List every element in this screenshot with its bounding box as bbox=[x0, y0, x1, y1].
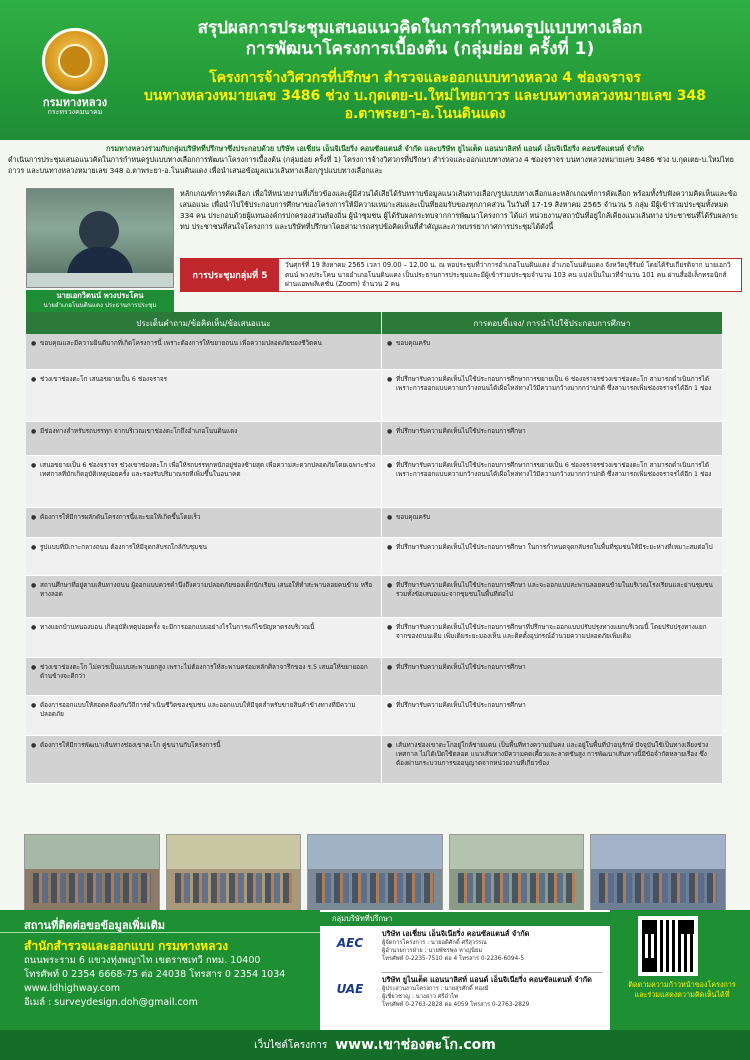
aec-logo-icon: AEC bbox=[336, 936, 364, 950]
consultant-header: กลุ่มบริษัทที่ปรึกษา bbox=[320, 912, 610, 926]
project-subtitle-line3: อ.ตาพระยา-อ.โนนดินแดง bbox=[344, 106, 506, 122]
meeting-info-box bbox=[180, 258, 742, 292]
meeting-photos-strip bbox=[24, 834, 726, 912]
consultant1-details: ผู้จัดการโครงการ : นายอดิศักดิ์ ศรีสุวรรณ ผู้อำนวยการฝ่าย : นายพัชรพล หาญนิยม โทรศัพท์ 0-2235-7510 ต่อ 4 โทรสาร 0-2236-6094-5 bbox=[382, 940, 525, 962]
intro-paragraph-cont: หลักเกณฑ์การคัดเลือก เพื่อให้หน่วยงานที่เกี่ยวข้องและผู้มีส่วนได้เสียได้รับทราบข้อมูลแนวเส้นทางเลือก/รูปแบบทางเลือกและหลักเกณฑ์การคัดเลือก พร้อมทั้งรับฟังความคิดเห็นและข้อเสนอแนะ เพื่อนำไปใช้ประกอบการศึกษาของโครงการให้มีความเหมาะสมและเป็นที่ยอมรับของทุกภาคส่วน ในวันที่ 17-19 สิงหาคม 2565 จำนวน 5 กลุ่ม มีผู้เข้าร่วมประชุมทั้งหมด 334 คน ประกอบด้วยผู้แทนองค์กรปกครองส่วนท้องถิ่น ผู้นำชุมชน ผู้ได้รับผลกระทบจากการพัฒนาโครงการ ได้แก่ หน่วยงาน/สถาบันที่อยู่ใกล้เคียงแนวเส้นทาง ประชาชนที่ได้รับผลกระทบ ประชาชนที่สนใจโครงการ และบริษัทที่ปรึกษาโดยสามารถสรุปข้อคิดเห็นที่สำคัญและภาพบรรยากาศการประชุมได้ดังนี้ bbox=[180, 189, 739, 231]
table-row bbox=[26, 508, 722, 538]
answer-cell: ● ที่ปรึกษารับความคิดเห็นไปใช้ประกอบการศึกษา และจะออกแบบสะพานลอยคนข้ามในบริเวณโรงเรียนและย่านชุมชน รวมทั้งข้อเสนอแนะจากชุมชนในพื้นที่ต่อไป bbox=[382, 576, 722, 617]
logo-ministry: กระทรวงคมนาคม bbox=[47, 108, 103, 117]
comments-table bbox=[26, 312, 722, 784]
answer-cell: ● ที่ปรึกษารับความคิดเห็นไปใช้ประกอบการศึกษาการขยายเป็น 6 ช่องจราจรช่วงเขาช่องตะโก สามารถดำเนินการได้ เพราะการออกแบบความกว้างถนนได้เผื่อไหล่ทางไว้มีความกว้างมากกว่าปกติ ซึ่งสามารถเพิ่มช่องจราจรได้อีก 1 ช่อง bbox=[382, 456, 722, 507]
answer-cell: ● เส้นทางช่องเขาตะโกอยู่ใกล้ชายแดน เป็นพื้นที่ทางความมั่นคง และอยู่ในพื้นที่ป่าอนุรักษ์ ปัจจุบันใช้เป็นทางเลี่ยงช่วงเทศกาล ไม่ได้เปิดใช้ตลอด แนวเส้นทางมีความคดเคี้ยวและลาดชันสูง การพัฒนาเส้นทางนี้มีข้อจำกัดหลายเรื่อง ซึ่งต้องผ่านกระบวนการขออนุญาตจากหน่วยงานที่เกี่ยวข้อง bbox=[382, 736, 722, 783]
photo-caption bbox=[26, 290, 174, 312]
meeting-photo bbox=[166, 834, 302, 912]
contact-phone: โทรศัพท์ 0 2354 6668-75 ต่อ 24038 โทรสาร 0 2354 1034 bbox=[24, 969, 286, 980]
answer-cell: ● ที่ปรึกษารับความคิดเห็นไปใช้ประกอบการศึกษา bbox=[382, 658, 722, 695]
consultant2-details: ผู้ประสานงานโครงการ : นายสุรศักดิ์ ทองมี ผู้เชี่ยวชาญ : นางสาว ศรีอำไพ โทรศัพท์ 0-2763-2828 ต่อ 4059 โทรสาร 0-2763-2829 bbox=[382, 986, 530, 1008]
table-row bbox=[26, 736, 722, 784]
header-questions: ประเด็นคำถาม/ข้อคิดเห็น/ข้อเสนอแนะ bbox=[26, 312, 382, 334]
caption-position: นายอำเภอโนนดินแดง ประธานการประชุม bbox=[43, 302, 157, 309]
answer-cell: ● ขอบคุณครับ bbox=[382, 334, 722, 369]
intro-paragraph: ดำเนินการประชุมเสนอแนวคิดในการกำหนดรูปแบบทางเลือกการพัฒนาโครงการเบื้องต้น (กลุ่มย่อย ครั้งที่ 1) โครงการจ้างวิศวกรที่ปรึกษา สำรวจและออกแบบทางหลวง 4 ช่องจราจร บนทางหลวงหมายเลข 3486 ช่วง บ.กุดเตย-บ.ใหม่ไทยถาวร และบนทางหลวงหมายเลข 348 อ.ตาพระยา-อ.โนนดินแดง เพื่อนำเสนอข้อมูลแนวเส้นทางเลือก/รูปแบบทางเลือกและ bbox=[8, 155, 734, 175]
contact-address: ถนนพระราม 6 แขวงทุ่งพญาไท เขตราชเทวี กทม. 10400 bbox=[24, 955, 261, 966]
question-cell: ● เสนอขยายเป็น 6 ช่องจราจร ช่วงเขาช่องตะโก เพื่อให้รถบรรทุกหนักอยู่ช่องซ้ายสุด เพื่อความสะดวกปลอดภัยโดยเฉพาะช่วงเทศกาลที่มักเกิดอุบัติเหตุบ่อยครั้ง และรองรับปริมาณรถที่เพิ่มขึ้นในอนาคต bbox=[26, 456, 382, 507]
header-answers: การตอบชี้แจง/ การนำไปใช้ประกอบการศึกษา bbox=[473, 318, 631, 328]
question-cell: ● มีช่องทางสำหรับรถบรรทุก จากบริเวณเขาช่องตะโกถึงอำเภอโนนดินแดง bbox=[26, 422, 382, 455]
meeting-photo bbox=[590, 834, 726, 912]
answer-cell: ● ที่ปรึกษารับความคิดเห็นไปใช้ประกอบการศึกษา ในการกำหนดจุดกลับรถในพื้นที่ชุมชนให้มีระยะห่างที่เหมาะสมต่อไป bbox=[382, 538, 722, 575]
answer-cell: ● ขอบคุณครับ bbox=[382, 508, 722, 537]
header-banner bbox=[0, 0, 750, 140]
project-website-link[interactable]: www.เขาช่องตะโก.com bbox=[335, 1037, 496, 1053]
website-bar bbox=[0, 1030, 750, 1060]
consultant1-name: บริษัท เอเชี่ยน เอ็นจิเนียริ่ง คอนซัลแตนส์ จำกัด bbox=[382, 929, 530, 938]
meeting-photo bbox=[24, 834, 160, 912]
consultant2-name: บริษัท ยูไนเต็ด แอนนาลิสท์ แอนด์ เอ็นจิเนียริ่ง คอนซัลแตนท์ จำกัด bbox=[382, 975, 592, 984]
uae-logo-icon: UAE bbox=[336, 982, 364, 996]
website-label: เว็บไซต์โครงการ bbox=[254, 1039, 328, 1051]
table-row bbox=[26, 456, 722, 508]
caption-name: นายเอกวิตนน์ พวงประโคน bbox=[56, 291, 144, 300]
table-row bbox=[26, 422, 722, 456]
consultant-panel bbox=[320, 910, 610, 1030]
question-cell: ● ต้องการออกแบบให้สอดคล้องกับวิถีการดำเนินชีวิตของชุมชน และออกแบบให้มีจุดสำหรับขายสินค้าข้างทางที่มีความปลอดภัย bbox=[26, 696, 382, 735]
table-row bbox=[26, 576, 722, 618]
logo-org-name: กรมทางหลวง bbox=[42, 96, 108, 109]
table-row bbox=[26, 696, 722, 736]
table-row bbox=[26, 658, 722, 696]
contact-org: สำนักสำรวจและออกแบบ กรมทางหลวง bbox=[24, 939, 229, 953]
table-row bbox=[26, 618, 722, 658]
intro-consultants: กรมทางหลวงร่วมกับกลุ่มบริษัทที่ปรึกษาซึ่งประกอบด้วย บริษัท เอเชี่ยน เอ็นจิเนียริ่ง คอนซัลแตนส์ จำกัด และบริษัท ยูไนเต็ด แอนนาลิสท์ แอนด์ เอ็นจิเนียริ่ง คอนซัลแตนท์ จำกัด bbox=[106, 144, 644, 153]
chairman-photo bbox=[26, 188, 174, 288]
question-cell: ● ขอบคุณและมีความยินดีมากที่เกิดโครงการนี้ เพราะต้องการให้ขยายถนน เพื่อความปลอดภัยของชีวิตคน bbox=[26, 334, 382, 369]
qr-caption-line1: ติดตามความก้าวหน้าของโครงการ bbox=[628, 980, 736, 989]
contact-website-link[interactable]: www.ldhighway.com bbox=[24, 983, 121, 994]
table-row bbox=[26, 538, 722, 576]
question-cell: ● สถานศึกษาที่อยู่ตามเส้นทางถนน ผู้ออกแบบควรคำนึงถึงความปลอดภัยของเด็กนักเรียน เสนอให้ทำสะพานลอยคนข้าม หรือทางลอด bbox=[26, 576, 382, 617]
question-cell: ● ช่วงเขาช่องตะโก เสนอขยายเป็น 6 ช่องจราจร bbox=[26, 370, 382, 421]
meeting-photo bbox=[307, 834, 443, 912]
table-header bbox=[26, 312, 722, 334]
project-subtitle-line1: โครงการจ้างวิศวกรที่ปรึกษา สำรวจและออกแบบทางหลวง 4 ช่องจราจร bbox=[209, 70, 641, 86]
footer bbox=[0, 910, 750, 1030]
page-title-line1: สรุปผลการประชุมเสนอแนวคิดในการกำหนดรูปแบบทางเลือก bbox=[197, 18, 643, 38]
main-content bbox=[0, 140, 750, 910]
meeting-photo bbox=[449, 834, 585, 912]
meeting-group-label: การประชุมกลุ่มที่ 5 bbox=[181, 259, 279, 291]
contact-email: อีเมล์ : surveydesign.doh@gmail.com bbox=[24, 997, 198, 1008]
meeting-details: วันศุกร์ที่ 19 สิงหาคม 2565 เวลา 09.00 – 12.00 น. ณ หอประชุมที่ว่าการอำเภอโนนดินแดง อำเภอโนนดินแดง จังหวัดบุรีรัมย์ โดยได้รับเกียรติจาก นายเอกวิตนน์ พวงประโคน นายอำเภอโนนดินแดง เป็นประธานการประชุมและมีผู้เข้าร่วมประชุมจำนวน 103 คน แบ่งเป็นในเวทีจำนวน 101 คน ผ่านสื่ออิเล็กทรอนิกส์ผ่านแอพพลิเคชั่น (Zoom) จำนวน 2 คน bbox=[285, 261, 731, 289]
question-cell: ● ช่วงเขาช่องตะโก ไม่ควรเป็นแบบสะพานยกสูง เพราะไม่ต้องการให้สะพานคร่อมหลักศิลาจารึกของ ร.5 เสนอให้ขยายออกด้านข้างจะดีกว่า bbox=[26, 658, 382, 695]
answer-cell: ● ที่ปรึกษารับความคิดเห็นไปใช้ประกอบการศึกษา bbox=[382, 422, 722, 455]
project-subtitle-line2: บนทางหลวงหมายเลข 3486 ช่วง บ.กุดเตย-บ.ใหม่ไทยถาวร และบนทางหลวงหมายเลข 348 bbox=[144, 88, 706, 104]
question-cell: ● ต้องการให้มีการพัฒนาเส้นทางช่องเขาตะโก คู่ขนานกับโครงการนี้ bbox=[26, 736, 382, 783]
page-title-line2: การพัฒนาโครงการเบื้องต้น (กลุ่มย่อย ครั้งที่ 1) bbox=[245, 39, 595, 59]
contact-title: สถานที่ติดต่อขอข้อมูลเพิ่มเติม bbox=[24, 919, 166, 932]
doh-logo bbox=[34, 28, 116, 128]
answer-cell: ● ที่ปรึกษารับความคิดเห็นไปใช้ประกอบการศึกษาการขยายเป็น 6 ช่องจราจรช่วงเขาช่องตะโก สามารถดำเนินการได้ เพราะการออกแบบความกว้างถนนได้เผื่อไหล่ทางไว้มีความกว้างมากกว่าปกติ ซึ่งสามารถเพิ่มช่องจราจรได้อีก 1 ช่อง bbox=[382, 370, 722, 421]
table-row bbox=[26, 334, 722, 370]
question-cell: ● ทางแยกบ้านหนองบอน เกิดอุบัติเหตุบ่อยครั้ง จะมีการออกแบบอย่างไรในการแก้ไขปัญหาตรงบริเวณนี้ bbox=[26, 618, 382, 657]
table-row bbox=[26, 370, 722, 422]
question-cell: ● ต้องการให้มีการผลักดันโครงการนี้และขอให้เกิดขึ้นโดยเร็ว bbox=[26, 508, 382, 537]
answer-cell: ● ที่ปรึกษารับความคิดเห็นไปใช้ประกอบการศึกษา bbox=[382, 696, 722, 735]
doh-emblem-icon bbox=[42, 28, 108, 94]
qr-code-icon[interactable] bbox=[638, 916, 698, 976]
answer-cell: ● ที่ปรึกษารับความคิดเห็นไปใช้ประกอบการศึกษาที่ปรึกษาจะออกแบบปรับปรุงทางแยกบริเวณนี้ โดยปรับปรุงทางแยกจากของถนนเดิม เพิ่มเติมระยะมองเห็น และติดตั้งอุปกรณ์อำนวยความปลอดภัยเพิ่มเติม bbox=[382, 618, 722, 657]
qr-caption-line2: และร่วมแสดงความคิดเห็นได้ที่ bbox=[634, 990, 730, 999]
qr-section bbox=[614, 910, 750, 1030]
question-cell: ● รูปแบบที่มีเกาะกลางถนน ต้องการให้มีจุดกลับรถใกล้กับชุมชน bbox=[26, 538, 382, 575]
